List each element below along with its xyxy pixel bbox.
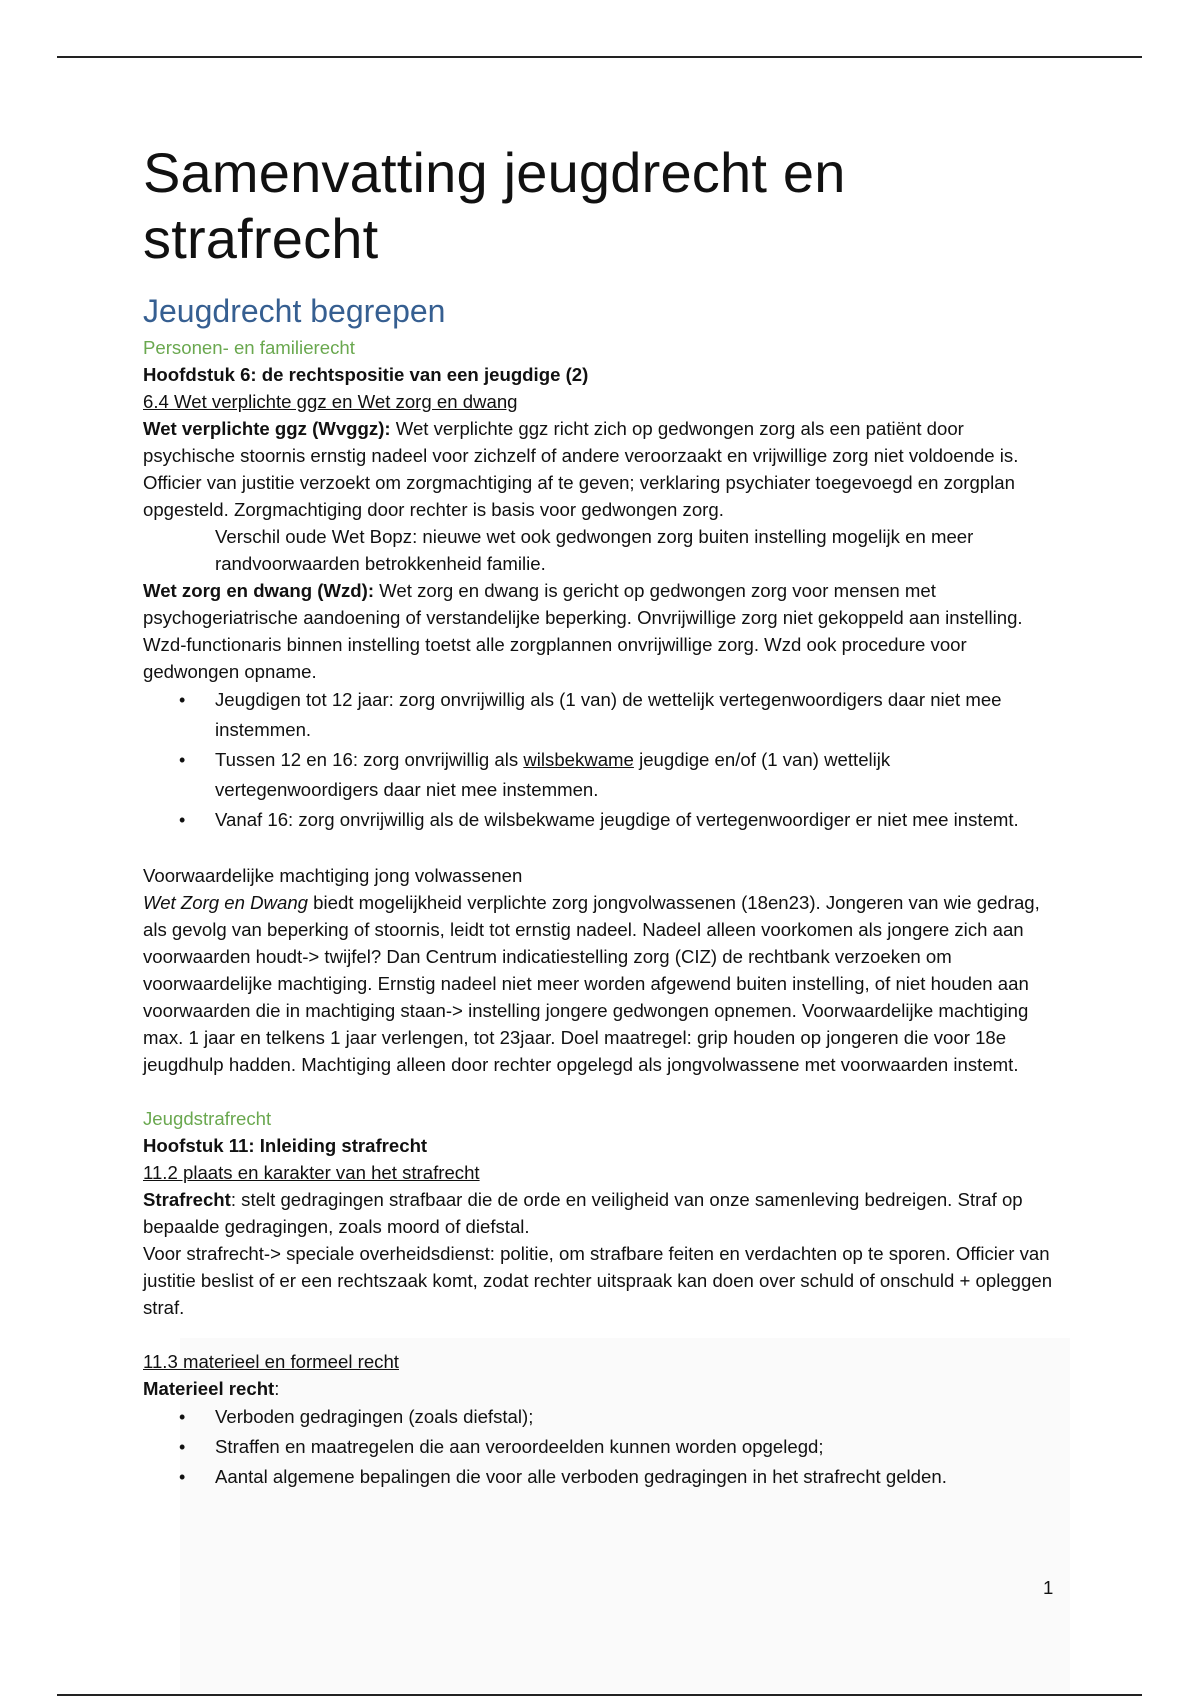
strafrecht-label: Strafrecht [143, 1189, 231, 1210]
wvggz-text: Wet verplichte ggz richt zich op gedwongen zorg als een patiënt door psychische stoornis ernstig nadeel voor zichzelf of andere veroorzaakt en vrijwillige zorg niet voldoende is. Officier van justitie verzoekt om zorgmachtiging af te geven; verklaring psychiater toegevoegd en zorgplan opgesteld. Zorgmachtiging door rechter is basis voor gedwongen zorg. [143, 418, 1019, 520]
document-body [143, 140, 1058, 1492]
chapter-6-heading: Hoofdstuk 6: de rechtspositie van een jeugdige (2) [143, 364, 589, 385]
conditional-text: biedt mogelijkheid verplichte zorg jongvolwassenen (18en23). Jongeren van wie gedrag, als gevolg van beperking of stoornis, leidt tot ernstig nadeel. Nadeel alleen voorkomen als jongere zich aan voorwaarden houdt-> twijfel? Dan Centrum indicatiestelling zorg (CIZ) de rechtbank verzoeken om voorwaardelijke machtiging. Ernstig nadeel niet meer worden afgewend buiten instelling, of niet houden aan voorwaarden die in machtiging staan-> instelling jongere gedwongen opnemen. Voorwaardelijke machtiging max. 1 jaar en telkens 1 jaar verlengen, tot 23jaar. Doel maatregel: grip houden op jongeren die voor 18e jeugdhulp hadden. Machtiging alleen door rechter opgelegd als jongvolwassene met voorwaarden instemt. [143, 892, 1040, 1075]
wvggz-label: Wet verplichte ggz (Wvggz): [143, 418, 391, 439]
subheading-personen-familierecht: Personen- en familierecht [143, 337, 355, 358]
spacer [143, 1321, 1058, 1348]
subheading-jeugdstrafrecht: Jeugdstrafrecht [143, 1108, 272, 1129]
conditional-italic: Wet Zorg en Dwang [143, 892, 309, 913]
bullet2-underlined: wilsbekwame [523, 749, 634, 770]
strafrecht-paragraph-2: Voor strafrecht-> speciale overheidsdienst: politie, om strafbare feiten en verdachten op te sporen. Officier van justitie beslist of er een rechtszaak komt, zodat rechter uitspraak kan doen over schuld of onschuld + opleggen straf. [143, 1243, 1053, 1318]
materieel-bullet-list [143, 1402, 1058, 1492]
wzd-label: Wet zorg en dwang (Wzd): [143, 580, 375, 601]
footer-rule [57, 1694, 1142, 1696]
materieel-label-line [143, 1375, 1058, 1402]
age-bullet-list [143, 685, 1058, 835]
bullet2-post: jeugdige en/of (1 van) wettelijk vertegenwoordigers daar niet mee instemmen. [215, 749, 891, 800]
heading-jeugdrecht: Jeugdrecht begrepen [143, 293, 446, 329]
wvggz-paragraph [143, 415, 1058, 523]
conditional-heading: Voorwaardelijke machtiging jong volwassenen [143, 865, 523, 886]
spacer [143, 1078, 1058, 1105]
list-item: • Vanaf 16: zorg onvrijwillig als de wilsbekwame jeugdige of vertegenwoordiger er niet mee instemt. [215, 805, 1058, 835]
conditional-paragraph [143, 889, 1058, 1078]
list-item [215, 745, 1058, 805]
list-item: • Jeugdigen tot 12 jaar: zorg onvrijwillig als (1 van) de wettelijk vertegenwoordigers daar niet mee instemmen. [215, 685, 1058, 745]
subsection-11-2: 11.2 plaats en karakter van het strafrecht [143, 1162, 480, 1183]
wzd-paragraph [143, 577, 1058, 685]
subsection-6-4: 6.4 Wet verplichte ggz en Wet zorg en dwang [143, 391, 518, 412]
page-number: 1 [1043, 1577, 1054, 1598]
strafrecht-paragraph [143, 1186, 1058, 1240]
list-item: • Aantal algemene bepalingen die voor alle verboden gedragingen in het strafrecht gelden. [215, 1462, 1058, 1492]
list-item: • Straffen en maatregelen die aan veroordeelden kunnen worden opgelegd; [215, 1432, 1058, 1462]
subsection-11-3: 11.3 materieel en formeel recht [143, 1351, 399, 1372]
header-rule [57, 56, 1142, 58]
document-title: Samenvatting jeugdrecht en strafrecht [143, 141, 846, 270]
bopz-note: Verschil oude Wet Bopz: nieuwe wet ook gedwongen zorg buiten instelling mogelijk en meer randvoorwaarden betrokkenheid familie. [215, 526, 974, 574]
strafrecht-text: : stelt gedragingen strafbaar die de orde en veiligheid van onze samenleving bedreigen. Straf op bepaalde gedragingen, zoals moord of diefstal. [143, 1189, 1023, 1237]
list-item: • Verboden gedragingen (zoals diefstal); [215, 1402, 1058, 1432]
materieel-colon: : [274, 1378, 280, 1399]
spacer [143, 835, 1058, 862]
materieel-label: Materieel recht [143, 1378, 275, 1399]
chapter-11-heading: Hoofstuk 11: Inleiding strafrecht [143, 1135, 428, 1156]
wzd-text: Wet zorg en dwang is gericht op gedwongen zorg voor mensen met psychogeriatrische aandoening of verstandelijke beperking. Onvrijwillige zorg niet gekoppeld aan instelling. Wzd-functionaris binnen instelling toetst alle zorgplannen onvrijwillige zorg. Wzd ook procedure voor gedwongen opname. [143, 580, 1023, 682]
bullet2-pre: Tussen 12 en 16: zorg onvrijwillig als [215, 749, 524, 770]
